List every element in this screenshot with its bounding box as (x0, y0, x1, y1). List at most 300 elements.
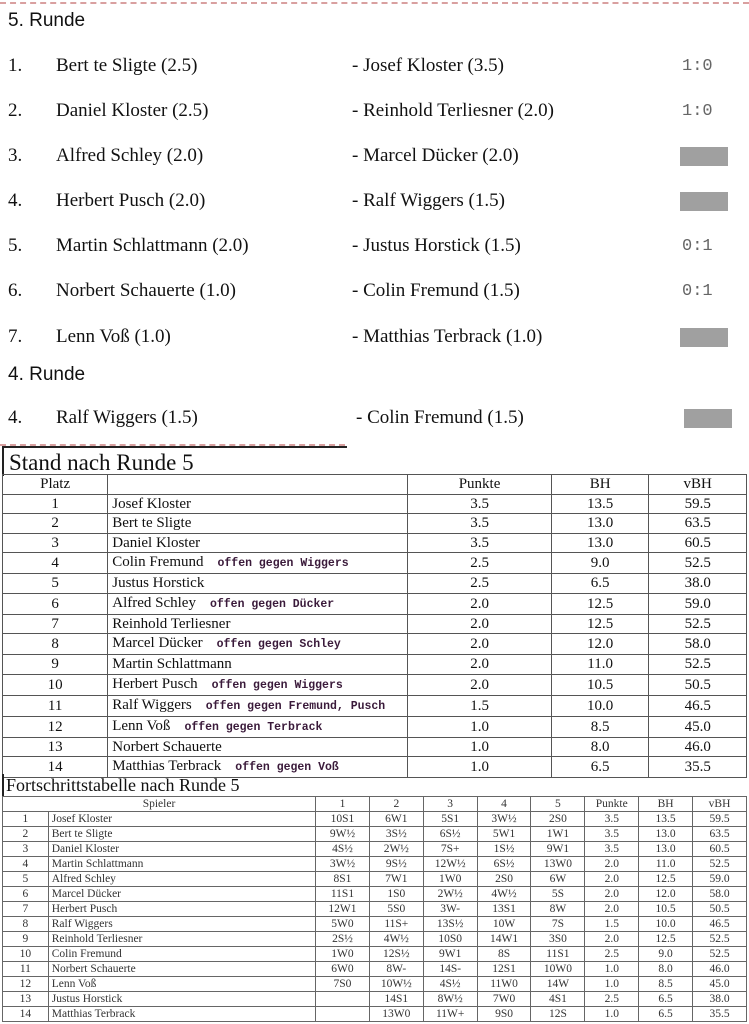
pairing-row (0, 326, 749, 356)
bh-cell: 12.5 (639, 872, 693, 887)
game-result: 0:1 (682, 282, 713, 301)
black-player: - Marcel Dücker (2.0) (352, 145, 519, 166)
round-2-result: 10W½ (369, 977, 423, 992)
open-game-note: offen gegen Wiggers (217, 557, 349, 570)
name-cell (108, 614, 408, 634)
standings-row (3, 574, 747, 594)
bh-cell: 8.5 (551, 716, 648, 737)
points-cell: 1.0 (585, 962, 639, 977)
place-cell: 10 (3, 674, 108, 695)
standings-row (3, 695, 747, 716)
pending-result-box[interactable] (680, 328, 728, 347)
bh-cell: 13.5 (551, 494, 648, 514)
player-name: Matthias Terbrack (48, 1007, 315, 1022)
round-3-result: 12W½ (423, 857, 477, 872)
top-dashed-divider (0, 2, 749, 4)
points-cell: 2.0 (408, 614, 552, 634)
round-title: 5. Runde (8, 10, 86, 31)
round-2-result: 14S1 (369, 992, 423, 1007)
vbh-cell: 52.5 (693, 857, 747, 872)
points-cell: 3.5 (585, 827, 639, 842)
board-number: 4. (8, 407, 23, 428)
place-cell: 5 (3, 574, 108, 594)
round-5-result: 5S (531, 887, 585, 902)
vbh-cell: 59.5 (649, 494, 747, 514)
player-name: Ralf Wiggers (48, 917, 315, 932)
round-4-result: 11W0 (477, 977, 531, 992)
place-cell: 8 (3, 634, 108, 655)
points-cell: 2.5 (585, 992, 639, 1007)
bh-cell: 11.0 (639, 857, 693, 872)
board-number: 3. (8, 145, 23, 166)
pairing-row (0, 145, 749, 175)
round-2-result: 12S½ (369, 947, 423, 962)
round-2-result: 2W½ (369, 842, 423, 857)
progress-row (3, 827, 747, 842)
round-3-result: 2W½ (423, 887, 477, 902)
vbh-cell: 50.5 (693, 902, 747, 917)
bh-cell: 11.0 (551, 655, 648, 675)
points-cell: 2.0 (408, 634, 552, 655)
progress-header-row (3, 797, 747, 812)
player-number: 9 (3, 932, 49, 947)
round-4-result: 3W½ (477, 812, 531, 827)
round-3-result: 5S1 (423, 812, 477, 827)
round-3-result: 9W1 (423, 947, 477, 962)
round-4-result: 4W½ (477, 887, 531, 902)
bh-cell: 9.0 (639, 947, 693, 962)
header-vbh: vBH (693, 797, 747, 812)
player-name: Matthias Terbrack (112, 758, 222, 774)
header-round-1: 1 (316, 797, 370, 812)
round-4-result: 10W (477, 917, 531, 932)
place-cell: 6 (3, 593, 108, 614)
header-place: Platz (3, 475, 108, 495)
pairing-row (0, 407, 749, 437)
black-player: - Colin Fremund (1.5) (352, 280, 520, 301)
points-cell: 3.5 (585, 842, 639, 857)
player-number: 10 (3, 947, 49, 962)
player-number: 8 (3, 917, 49, 932)
standings-row (3, 737, 747, 757)
bh-cell: 9.0 (551, 553, 648, 574)
pending-result-box[interactable] (684, 409, 732, 428)
round-5-result: 4S1 (531, 992, 585, 1007)
bh-cell: 13.5 (639, 812, 693, 827)
points-cell: 3.5 (408, 533, 552, 553)
player-name: Ralf Wiggers (112, 696, 192, 713)
vbh-cell: 52.5 (693, 932, 747, 947)
round-5-result: 2S0 (531, 812, 585, 827)
name-cell (108, 553, 408, 574)
game-result: 1:0 (682, 57, 713, 76)
header-points: Punkte (585, 797, 639, 812)
points-cell: 2.0 (585, 857, 639, 872)
white-player: Martin Schlattmann (2.0) (56, 235, 249, 256)
round-3-result: 11W+ (423, 1007, 477, 1022)
round-3-result: 7S+ (423, 842, 477, 857)
board-number: 6. (8, 280, 23, 301)
round-1-result: 12W1 (316, 902, 370, 917)
player-name: Norbert Schauerte (48, 962, 315, 977)
round-5-result: 9W1 (531, 842, 585, 857)
vbh-cell: 46.0 (649, 737, 747, 757)
player-name: Justus Horstick (48, 992, 315, 1007)
round-1-result: 7S0 (316, 977, 370, 992)
round-5-result: 7S (531, 917, 585, 932)
vbh-cell: 52.5 (649, 614, 747, 634)
player-name: Alfred Schley (112, 594, 196, 611)
name-cell (108, 514, 408, 534)
player-number: 11 (3, 962, 49, 977)
name-cell (108, 655, 408, 675)
round-2-result: 7W1 (369, 872, 423, 887)
vbh-cell: 63.5 (649, 514, 747, 534)
white-player: Ralf Wiggers (1.5) (56, 407, 198, 428)
round-4-result: 5W1 (477, 827, 531, 842)
bh-cell: 13.0 (639, 842, 693, 857)
round-5-result: 3S0 (531, 932, 585, 947)
points-cell: 2.0 (408, 655, 552, 675)
bh-cell: 13.0 (551, 514, 648, 534)
standings-row (3, 634, 747, 655)
player-number: 13 (3, 992, 49, 1007)
progress-row (3, 917, 747, 932)
player-number: 3 (3, 842, 49, 857)
progress-row (3, 857, 747, 872)
vbh-cell: 35.5 (649, 757, 747, 778)
progress-row (3, 812, 747, 827)
round-2-result: 5S0 (369, 902, 423, 917)
points-cell: 2.5 (408, 553, 552, 574)
standings-table (2, 474, 747, 778)
progress-row (3, 887, 747, 902)
player-name: Herbert Pusch (112, 675, 198, 692)
round-3-result: 4S½ (423, 977, 477, 992)
vbh-cell: 52.5 (693, 947, 747, 962)
round-3-result: 13S½ (423, 917, 477, 932)
round-5-result: 10W0 (531, 962, 585, 977)
name-cell (108, 716, 408, 737)
bh-cell: 12.0 (551, 634, 648, 655)
white-player: Norbert Schauerte (1.0) (56, 280, 236, 301)
round-1-result: 3W½ (316, 857, 370, 872)
standings-row (3, 614, 747, 634)
player-name: Colin Fremund (48, 947, 315, 962)
vbh-cell: 45.0 (693, 977, 747, 992)
vbh-cell: 35.5 (693, 1007, 747, 1022)
name-cell (108, 533, 408, 553)
vbh-cell: 45.0 (649, 716, 747, 737)
vbh-cell: 58.0 (649, 634, 747, 655)
white-player: Daniel Kloster (2.5) (56, 100, 209, 121)
round-4-result: 1S½ (477, 842, 531, 857)
player-name: Bert te Sligte (48, 827, 315, 842)
board-number: 7. (8, 326, 23, 347)
bh-cell: 6.5 (551, 757, 648, 778)
name-cell (108, 634, 408, 655)
vbh-cell: 38.0 (693, 992, 747, 1007)
standings-row (3, 674, 747, 695)
round-5-result: 13W0 (531, 857, 585, 872)
round-1-result: 1W0 (316, 947, 370, 962)
header-round-4: 4 (477, 797, 531, 812)
round-1-result: 11S1 (316, 887, 370, 902)
board-number: 2. (8, 100, 23, 121)
round-2-result: 6W1 (369, 812, 423, 827)
bh-cell: 12.5 (551, 614, 648, 634)
pending-result-box[interactable] (680, 147, 728, 166)
bh-cell: 12.0 (639, 887, 693, 902)
player-number: 4 (3, 857, 49, 872)
game-result: 1:0 (682, 102, 713, 121)
player-name: Josef Kloster (112, 495, 191, 512)
round-2-result: 9S½ (369, 857, 423, 872)
points-cell: 1.0 (408, 716, 552, 737)
round-2-result: 1S0 (369, 887, 423, 902)
progress-row (3, 902, 747, 917)
round-4-result: 12S1 (477, 962, 531, 977)
player-name: Alfred Schley (48, 872, 315, 887)
player-number: 2 (3, 827, 49, 842)
player-name: Marcel Dücker (48, 887, 315, 902)
player-number: 7 (3, 902, 49, 917)
vbh-cell: 60.5 (693, 842, 747, 857)
bh-cell: 12.5 (551, 593, 648, 614)
bh-cell: 13.0 (551, 533, 648, 553)
player-name: Reinhold Terliesner (48, 932, 315, 947)
points-cell: 1.5 (585, 917, 639, 932)
vbh-cell: 63.5 (693, 827, 747, 842)
round-1-result: 2S½ (316, 932, 370, 947)
vbh-cell: 58.0 (693, 887, 747, 902)
open-game-note: offen gegen Voß (235, 761, 339, 774)
name-cell (108, 494, 408, 514)
progress-row (3, 992, 747, 1007)
round-4-result: 13S1 (477, 902, 531, 917)
bh-cell: 6.5 (639, 992, 693, 1007)
round-2-result: 4W½ (369, 932, 423, 947)
header-bh: BH (639, 797, 693, 812)
round-5-result: 12S (531, 1007, 585, 1022)
white-player: Herbert Pusch (2.0) (56, 190, 206, 211)
points-cell: 1.0 (408, 757, 552, 778)
round-4-result: 8S (477, 947, 531, 962)
board-number: 4. (8, 190, 23, 211)
standings-title: Stand nach Runde 5 (2, 446, 347, 476)
bh-cell: 8.5 (639, 977, 693, 992)
progress-row (3, 842, 747, 857)
round-4-result: 6S½ (477, 857, 531, 872)
round-1-result: 8S1 (316, 872, 370, 887)
pairing-row (0, 235, 749, 265)
standings-row (3, 494, 747, 514)
board-number: 5. (8, 235, 23, 256)
round-1-result (316, 1007, 370, 1022)
progress-row (3, 872, 747, 887)
round-2-result: 3S½ (369, 827, 423, 842)
round-5-result: 1W1 (531, 827, 585, 842)
place-cell: 1 (3, 494, 108, 514)
pairing-row (0, 100, 749, 130)
place-cell: 12 (3, 716, 108, 737)
name-cell (108, 593, 408, 614)
vbh-cell: 38.0 (649, 574, 747, 594)
round-1-result: 6W0 (316, 962, 370, 977)
standings-row (3, 514, 747, 534)
round-2-result: 8W- (369, 962, 423, 977)
open-game-note: offen gegen Wiggers (211, 678, 343, 692)
points-cell: 3.5 (408, 514, 552, 534)
black-player: - Josef Kloster (3.5) (352, 55, 504, 76)
pairing-row (0, 55, 749, 85)
points-cell: 1.0 (585, 1007, 639, 1022)
points-cell: 1.0 (408, 737, 552, 757)
player-name: Justus Horstick (112, 575, 205, 592)
name-cell (108, 737, 408, 757)
header-vbh: vBH (649, 475, 747, 495)
game-result: 0:1 (682, 237, 713, 256)
open-game-note: offen gegen Schley (216, 638, 341, 651)
place-cell: 9 (3, 655, 108, 675)
place-cell: 11 (3, 695, 108, 716)
bh-cell: 10.5 (551, 674, 648, 695)
bh-cell: 13.0 (639, 827, 693, 842)
points-cell: 2.5 (585, 947, 639, 962)
standings-row (3, 716, 747, 737)
player-name: Lenn Voß (112, 717, 171, 734)
bh-cell: 8.0 (639, 962, 693, 977)
points-cell: 2.0 (408, 593, 552, 614)
vbh-cell: 46.0 (693, 962, 747, 977)
round-3-result: 14S- (423, 962, 477, 977)
round-2-result: 11S+ (369, 917, 423, 932)
round-1-result: 5W0 (316, 917, 370, 932)
round-3-result: 8W½ (423, 992, 477, 1007)
round-4-result: 2S0 (477, 872, 531, 887)
points-cell: 2.5 (408, 574, 552, 594)
header-round-2: 2 (369, 797, 423, 812)
vbh-cell: 59.0 (693, 872, 747, 887)
name-cell (108, 695, 408, 716)
name-cell (108, 574, 408, 594)
round-1-result (316, 992, 370, 1007)
points-cell: 3.5 (408, 494, 552, 514)
progress-title: Fortschrittstabelle nach Runde 5 (2, 774, 747, 796)
board-number: 1. (8, 55, 23, 76)
player-number: 6 (3, 887, 49, 902)
round-1-result: 10S1 (316, 812, 370, 827)
player-name: Marcel Dücker (112, 635, 203, 651)
standings-row (3, 593, 747, 614)
round-4-result: 9S0 (477, 1007, 531, 1022)
open-game-note: offen gegen Terbrack (184, 720, 323, 734)
points-cell: 2.0 (585, 872, 639, 887)
name-cell (108, 674, 408, 695)
vbh-cell: 59.0 (649, 593, 747, 614)
black-player: - Ralf Wiggers (1.5) (352, 190, 505, 211)
progress-row (3, 932, 747, 947)
vbh-cell: 50.5 (649, 674, 747, 695)
points-cell: 2.0 (585, 887, 639, 902)
standings-row (3, 553, 747, 574)
player-name: Herbert Pusch (48, 902, 315, 917)
round-3-result: 6S½ (423, 827, 477, 842)
round-5-result: 14W (531, 977, 585, 992)
white-player: Alfred Schley (2.0) (56, 145, 204, 166)
vbh-cell: 46.5 (649, 695, 747, 716)
header-points: Punkte (408, 475, 552, 495)
open-game-note: offen gegen Fremund, Pusch (205, 699, 386, 713)
round-4-result: 7W0 (477, 992, 531, 1007)
bh-cell: 6.5 (639, 1007, 693, 1022)
player-name: Bert te Sligte (112, 515, 192, 532)
progress-table (2, 796, 747, 1022)
round-5-result: 6W (531, 872, 585, 887)
progress-section (2, 774, 747, 1022)
player-name: Daniel Kloster (48, 842, 315, 857)
bh-cell: 10.5 (639, 902, 693, 917)
points-cell: 1.5 (408, 695, 552, 716)
player-name: Martin Schlattmann (112, 656, 232, 673)
header-round-3: 3 (423, 797, 477, 812)
standings-row (3, 533, 747, 553)
vbh-cell: 52.5 (649, 553, 747, 574)
header-bh: BH (551, 475, 648, 495)
white-player: Lenn Voß (1.0) (56, 326, 171, 347)
header-round-5: 5 (531, 797, 585, 812)
points-cell: 3.5 (585, 812, 639, 827)
player-name: Martin Schlattmann (48, 857, 315, 872)
vbh-cell: 52.5 (649, 655, 747, 675)
place-cell: 4 (3, 553, 108, 574)
place-cell: 14 (3, 757, 108, 778)
bh-cell: 8.0 (551, 737, 648, 757)
place-cell: 7 (3, 614, 108, 634)
round-4-result: 14W1 (477, 932, 531, 947)
progress-row (3, 947, 747, 962)
bh-cell: 12.5 (639, 932, 693, 947)
pairing-row (0, 280, 749, 310)
points-cell: 2.0 (585, 932, 639, 947)
bh-cell: 10.0 (551, 695, 648, 716)
header-player: Spieler (3, 797, 316, 812)
player-name: Norbert Schauerte (112, 738, 222, 755)
progress-row (3, 962, 747, 977)
vbh-cell: 46.5 (693, 917, 747, 932)
pairing-row (0, 190, 749, 220)
player-name: Daniel Kloster (112, 534, 201, 551)
vbh-cell: 59.5 (693, 812, 747, 827)
black-player: - Reinhold Terliesner (2.0) (352, 100, 554, 121)
round-5-result: 11S1 (531, 947, 585, 962)
player-name: Josef Kloster (48, 812, 315, 827)
points-cell: 2.0 (585, 902, 639, 917)
player-name: Colin Fremund (112, 554, 204, 570)
pending-result-box[interactable] (680, 192, 728, 211)
round-3-result: 1W0 (423, 872, 477, 887)
points-cell: 2.0 (408, 674, 552, 695)
place-cell: 3 (3, 533, 108, 553)
black-player: - Colin Fremund (1.5) (356, 407, 524, 428)
progress-row (3, 977, 747, 992)
bh-cell: 6.5 (551, 574, 648, 594)
open-game-note: offen gegen Dücker (209, 597, 335, 611)
bh-cell: 10.0 (639, 917, 693, 932)
points-cell: 1.0 (585, 977, 639, 992)
player-number: 12 (3, 977, 49, 992)
place-cell: 2 (3, 514, 108, 534)
